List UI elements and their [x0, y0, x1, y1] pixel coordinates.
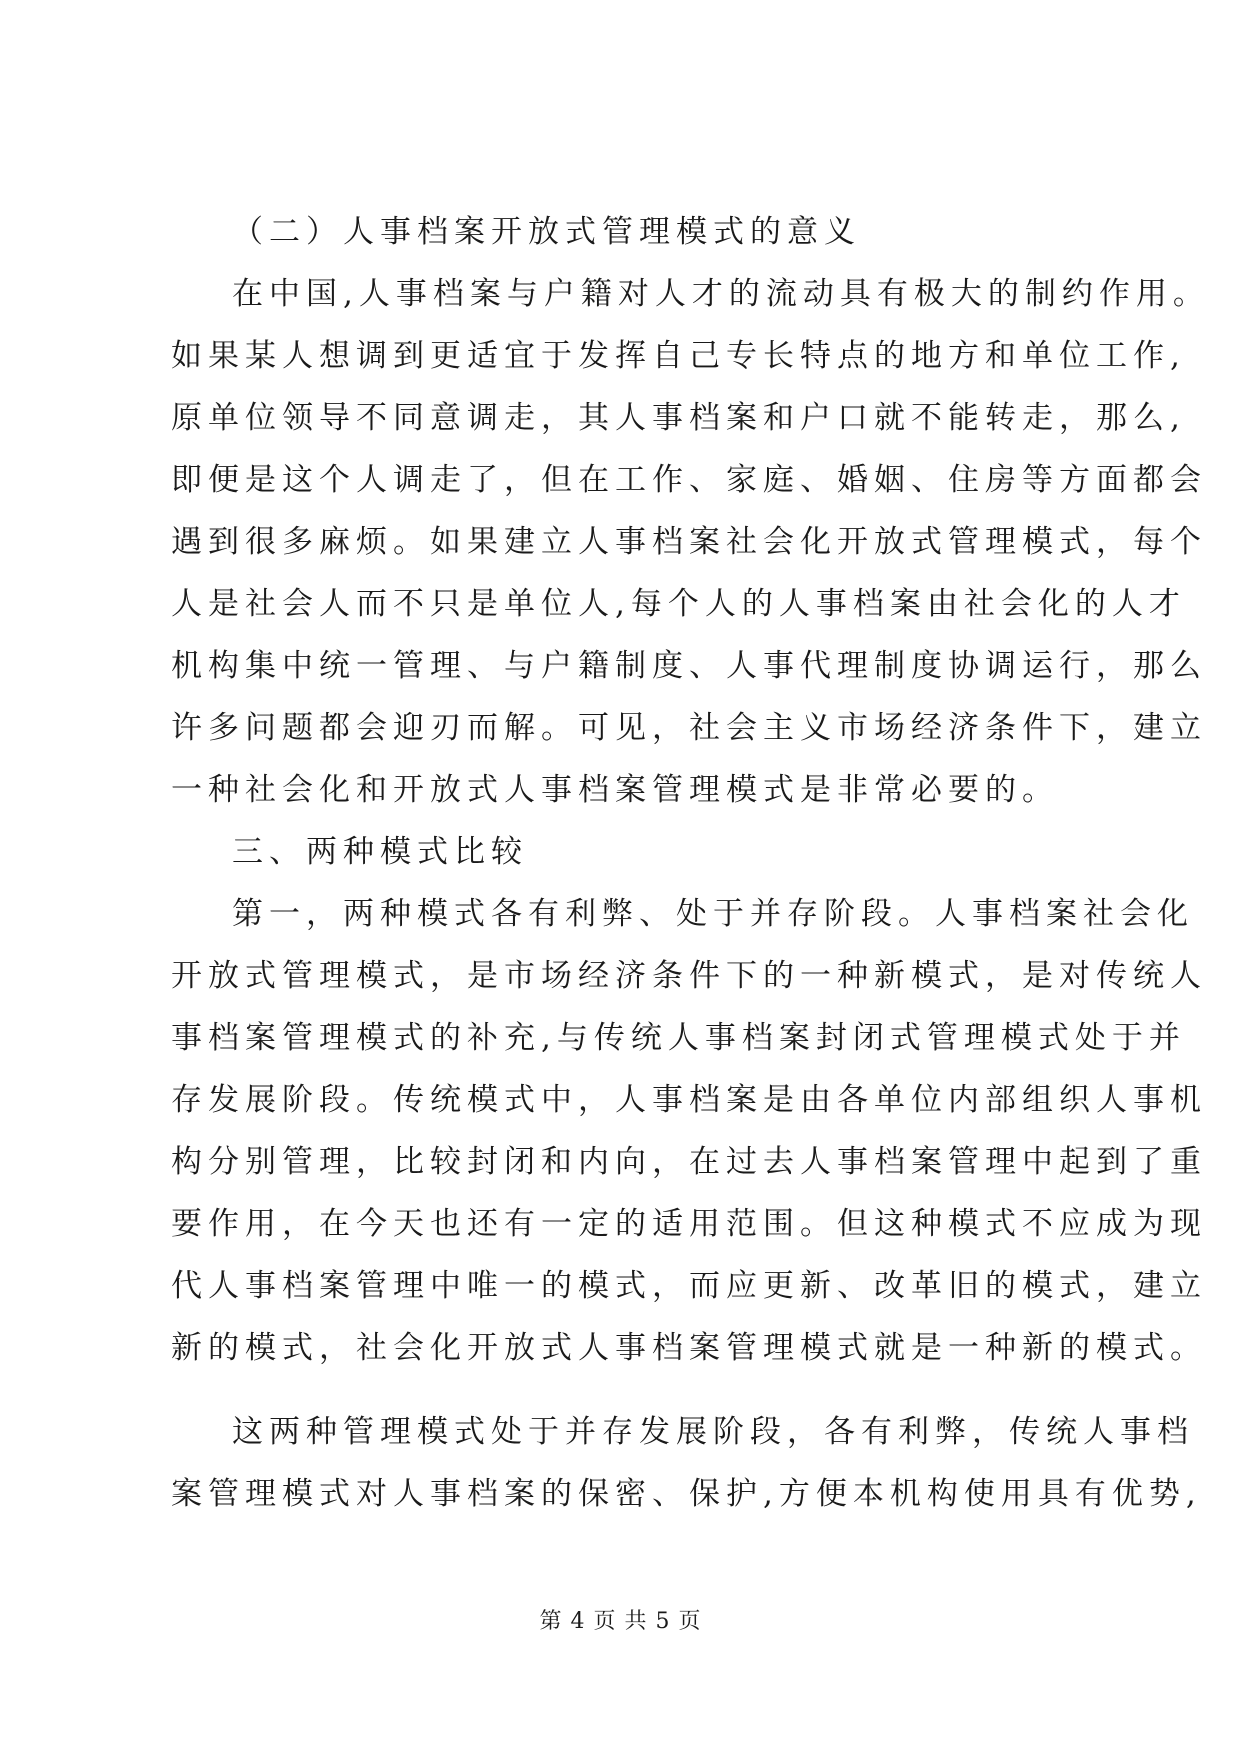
paragraph-line: 遇到很多麻烦。如果建立人事档案社会化开放式管理模式，每个 [171, 524, 1207, 560]
paragraph-line: 案管理模式对人事档案的保密、保护,方便本机构使用具有优势, [171, 1476, 1202, 1512]
paragraph-line: 新的模式，社会化开放式人事档案管理模式就是一种新的模式。 [171, 1330, 1207, 1366]
paragraph-line: 这两种管理模式处于并存发展阶段，各有利弊，传统人事档 [232, 1414, 1194, 1450]
paragraph-line: 要作用，在今天也还有一定的适用范围。但这种模式不应成为现 [171, 1206, 1207, 1242]
paragraph-line: 一种社会化和开放式人事档案管理模式是非常必要的。 [171, 772, 1059, 808]
paragraph-line: 机构集中统一管理、与户籍制度、人事代理制度协调运行，那么 [171, 648, 1207, 684]
paragraph-line: 在中国,人事档案与户籍对人才的流动具有极大的制约作用。 [232, 276, 1210, 312]
paragraph-line: 人是社会人而不只是单位人,每个人的人事档案由社会化的人才 [171, 586, 1186, 622]
section-heading: （二）人事档案开放式管理模式的意义 [232, 214, 861, 250]
paragraph-line: 事档案管理模式的补充,与传统人事档案封闭式管理模式处于并 [171, 1020, 1186, 1056]
paragraph-line: 如果某人想调到更适宜于发挥自己专长特点的地方和单位工作, [171, 338, 1186, 374]
paragraph-line: 许多问题都会迎刃而解。可见，社会主义市场经济条件下，建立 [171, 710, 1207, 746]
paragraph-line: 即便是这个人调走了，但在工作、家庭、婚姻、住房等方面都会 [171, 462, 1207, 498]
paragraph-line: 存发展阶段。传统模式中，人事档案是由各单位内部组织人事机 [171, 1082, 1207, 1118]
paragraph-line: 构分别管理，比较封闭和内向，在过去人事档案管理中起到了重 [171, 1144, 1207, 1180]
paragraph-line: 第一，两种模式各有利弊、处于并存阶段。人事档案社会化 [232, 896, 1194, 932]
paragraph-line: 原单位领导不同意调走，其人事档案和户口就不能转走，那么, [171, 400, 1186, 436]
section-heading: 三、两种模式比较 [232, 834, 528, 870]
paragraph-line: 代人事档案管理中唯一的模式，而应更新、改革旧的模式，建立 [171, 1268, 1207, 1304]
paragraph-line: 开放式管理模式，是市场经济条件下的一种新模式，是对传统人 [171, 958, 1207, 994]
page-number-footer: 第 4 页 共 5 页 [539, 1609, 702, 1634]
